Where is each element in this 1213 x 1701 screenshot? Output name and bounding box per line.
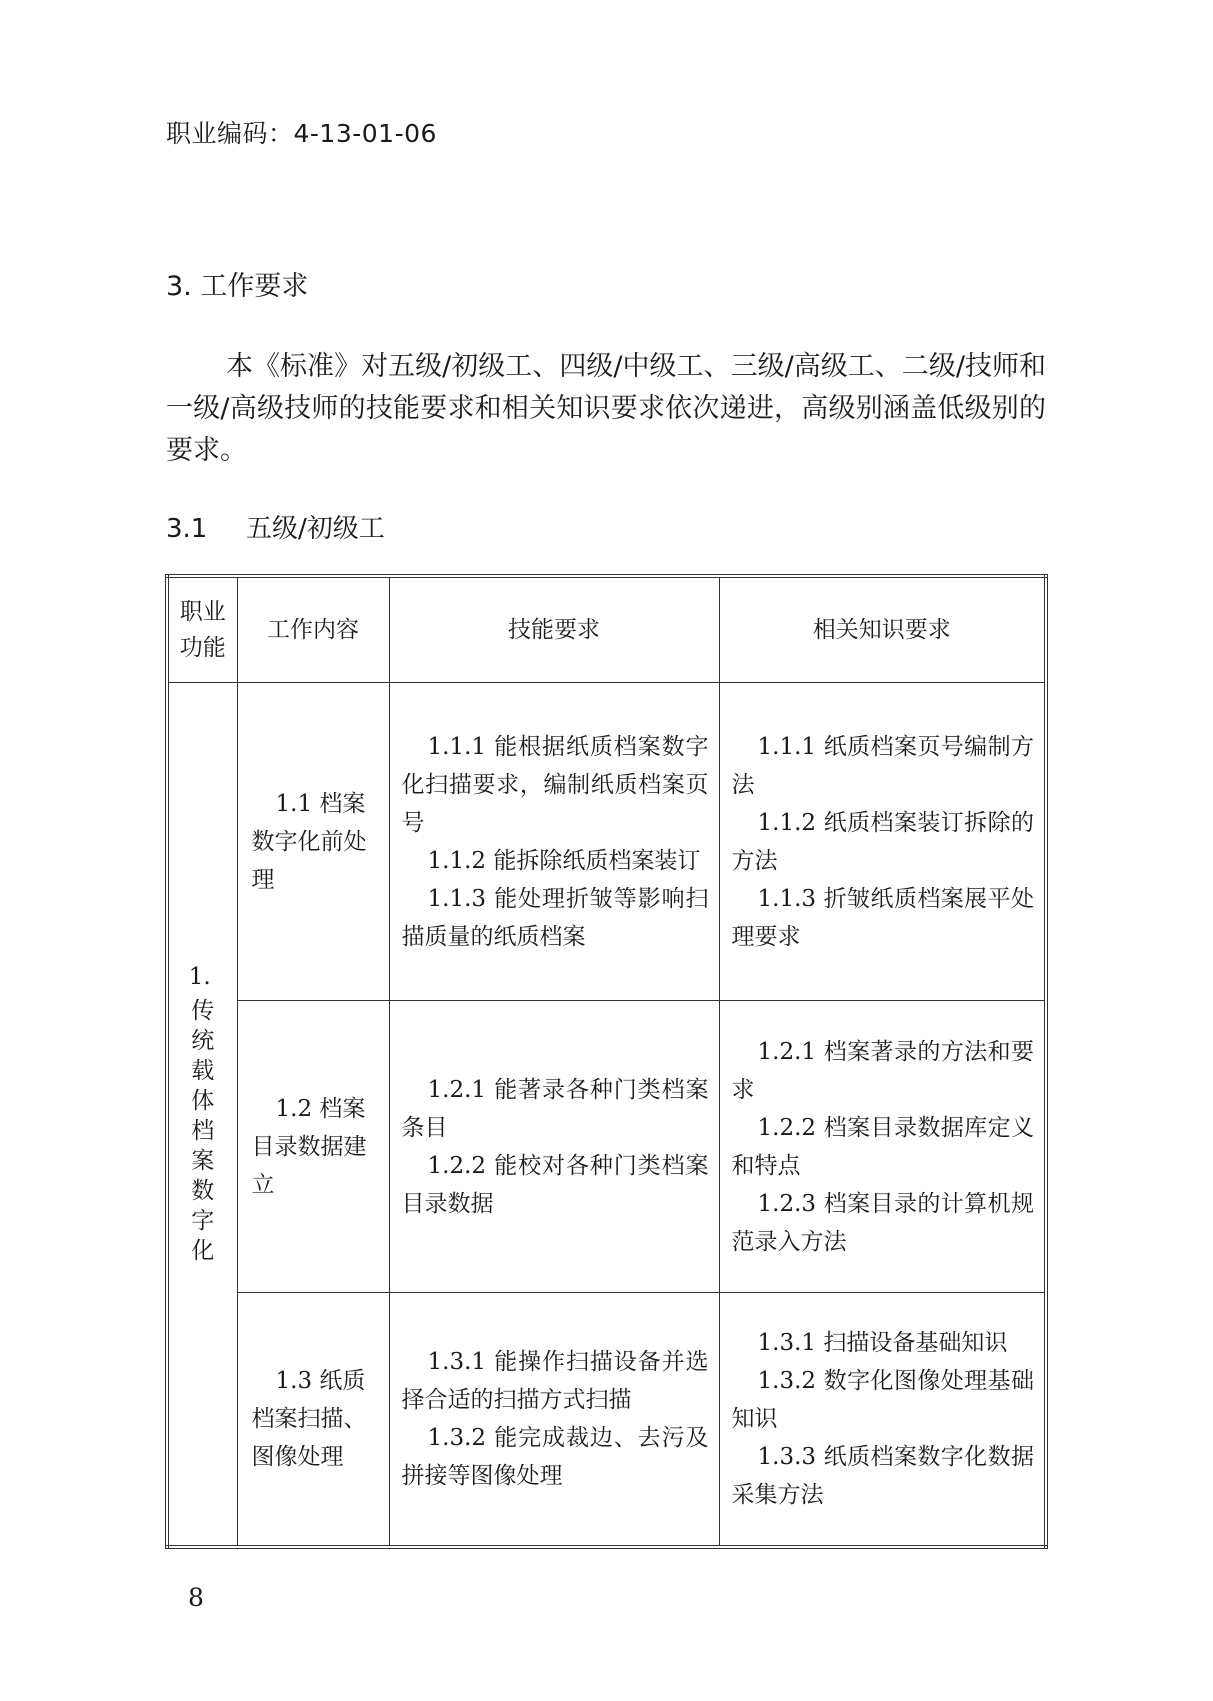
header-knowledge: 相关知识要求 bbox=[719, 576, 1046, 683]
skill-item: 1.1.3 能处理折皱等影响扫描质量的纸质档案 bbox=[401, 885, 709, 950]
function-name: 传统载体档案数字化 bbox=[191, 997, 215, 1264]
table-row bbox=[167, 683, 1046, 1001]
skill-item: 1.2.1 能著录各种门类档案条目 bbox=[401, 1076, 709, 1141]
knowledge-item: 1.3.2 数字化图像处理基础知识 bbox=[731, 1367, 1034, 1432]
knowledge-item: 1.2.1 档案著录的方法和要求 bbox=[731, 1038, 1034, 1103]
table-row bbox=[167, 1293, 1046, 1547]
page-number: 8 bbox=[188, 1583, 204, 1612]
knowledge-item: 1.3.1 扫描设备基础知识 bbox=[757, 1329, 1008, 1356]
table-header-row bbox=[167, 576, 1046, 683]
section-heading: 3. 工作要求 bbox=[166, 271, 309, 302]
subsection-heading bbox=[166, 508, 385, 545]
function-number: 1. bbox=[188, 963, 211, 990]
skill-item: 1.3.1 能操作扫描设备并选择合适的扫描方式扫描 bbox=[401, 1348, 709, 1413]
knowledge-cell bbox=[719, 683, 1046, 1001]
header-function: 职业功能 bbox=[167, 576, 237, 683]
intro-paragraph: 本《标准》对五级/初级工、四级/中级工、三级/高级工、二级/技师和一级/高级技师的技能要求和相关知识要求依次递进，高级别涵盖低级别的要求。 bbox=[166, 351, 1046, 466]
work-cell: 1.2 档案目录数据建立 bbox=[237, 1001, 389, 1293]
knowledge-item: 1.3.3 纸质档案数字化数据采集方法 bbox=[731, 1443, 1034, 1508]
table-row bbox=[167, 1001, 1046, 1293]
skill-item: 1.1.2 能拆除纸质档案装订 bbox=[427, 847, 701, 874]
skill-item: 1.1.1 能根据纸质档案数字化扫描要求，编制纸质档案页号 bbox=[401, 733, 709, 836]
subsection-number: 3.1 bbox=[166, 514, 208, 544]
knowledge-item: 1.1.3 折皱纸质档案展平处理要求 bbox=[731, 885, 1034, 950]
knowledge-cell bbox=[719, 1293, 1046, 1547]
header-work: 工作内容 bbox=[237, 576, 389, 683]
knowledge-item: 1.1.2 纸质档案装订拆除的方法 bbox=[731, 809, 1034, 874]
skills-cell bbox=[389, 1001, 719, 1293]
skills-cell bbox=[389, 1293, 719, 1547]
knowledge-cell bbox=[719, 1001, 1046, 1293]
skill-item: 1.2.2 能校对各种门类档案目录数据 bbox=[401, 1152, 709, 1217]
knowledge-item: 1.2.2 档案目录数据库定义和特点 bbox=[731, 1114, 1034, 1179]
requirements-table bbox=[165, 574, 1048, 1549]
skills-cell bbox=[389, 683, 719, 1001]
knowledge-item: 1.1.1 纸质档案页号编制方法 bbox=[731, 733, 1034, 798]
occupation-code: 职业编码：4-13-01-06 bbox=[166, 119, 437, 148]
header-skills: 技能要求 bbox=[389, 576, 719, 683]
work-cell: 1.3 纸质档案扫描、图像处理 bbox=[237, 1293, 389, 1547]
work-cell: 1.1 档案数字化前处理 bbox=[237, 683, 389, 1001]
skill-item: 1.3.2 能完成裁边、去污及拼接等图像处理 bbox=[401, 1424, 709, 1489]
knowledge-item: 1.2.3 档案目录的计算机规范录入方法 bbox=[731, 1190, 1034, 1255]
function-cell bbox=[167, 683, 237, 1547]
subsection-title: 五级/初级工 bbox=[246, 514, 385, 544]
